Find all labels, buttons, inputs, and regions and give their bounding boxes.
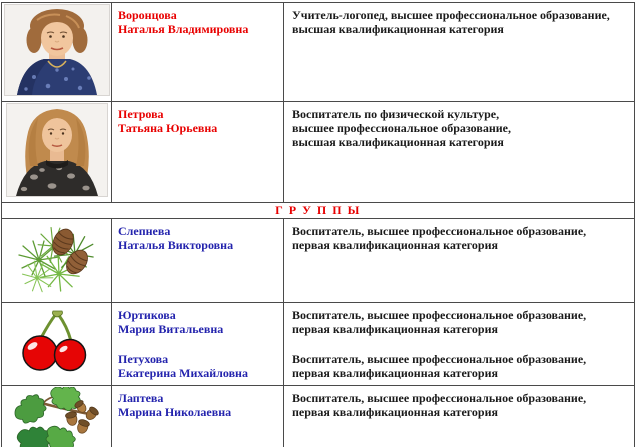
- qualification-cell: [284, 102, 635, 203]
- acorns-icon: [9, 387, 105, 447]
- group-icon-cell: [2, 386, 112, 447]
- photo-cell: [2, 3, 112, 102]
- qualification-cell: [284, 386, 635, 447]
- table-row: [2, 102, 635, 203]
- groups-header: Г Р У П П Ы: [2, 203, 635, 219]
- qualification-line: Воспитатель, высшее профессиональное образование,: [292, 224, 587, 238]
- teacher-given-name: Марина Николаевна: [118, 405, 232, 419]
- teacher-surname: Слепнева: [118, 224, 171, 238]
- table-row: [2, 303, 635, 386]
- table-row: [2, 3, 635, 102]
- staff-table: [1, 2, 635, 447]
- teacher-name-cell: [112, 3, 284, 102]
- qualification-cell: [284, 3, 635, 102]
- qualification-line: Учитель-логопед, высшее профессиональное образование,: [292, 8, 610, 22]
- woman-portrait-photo: [4, 4, 110, 96]
- qualification-line: первая квалификационная категория: [292, 366, 499, 380]
- teacher-name-cell: [112, 386, 284, 447]
- woman-portrait-photo: [6, 103, 108, 197]
- teacher-name-cell: [112, 219, 284, 303]
- teacher-surname: Воронцова: [118, 8, 177, 22]
- teacher-given-name: Татьяна Юрьевна: [118, 121, 218, 135]
- qualification-line: первая квалификационная категория: [292, 238, 499, 252]
- qualification-line: Воспитатель, высшее профессиональное образование,: [292, 308, 587, 322]
- teacher-surname: Петрова: [118, 107, 164, 121]
- photo-cell: [2, 102, 112, 203]
- table-row: [2, 219, 635, 303]
- teacher-surname: Юртикова: [118, 308, 176, 322]
- qualification-block: [292, 352, 626, 380]
- teacher-given-name: Наталья Владимировна: [118, 22, 249, 36]
- qualification-cell: [284, 303, 635, 386]
- teacher-surname: Лаптева: [118, 391, 164, 405]
- group-icon-cell: [2, 303, 112, 386]
- qualification-block: [292, 308, 626, 336]
- pine-cones-icon: [7, 220, 107, 296]
- groups-header-row: [2, 203, 635, 219]
- teacher-name-block: [118, 352, 277, 380]
- teacher-given-name: Екатерина Михайловна: [118, 366, 248, 380]
- qualification-line: Воспитатель по физической культуре,: [292, 107, 500, 121]
- teacher-name-cell: [112, 303, 284, 386]
- group-icon-cell: [2, 219, 112, 303]
- teacher-surname: Петухова: [118, 352, 169, 366]
- qualification-line: высшее профессиональное образование,: [292, 121, 511, 135]
- qualification-line: высшая квалификационная категория: [292, 22, 504, 36]
- qualification-line: первая квалификационная категория: [292, 322, 499, 336]
- teacher-given-name: Наталья Викторовна: [118, 238, 234, 252]
- qualification-line: высшая квалификационная категория: [292, 135, 504, 149]
- teacher-name-cell: [112, 102, 284, 203]
- qualification-line: Воспитатель, высшее профессиональное образование,: [292, 352, 587, 366]
- qualification-line: Воспитатель, высшее профессиональное образование,: [292, 391, 587, 405]
- teacher-given-name: Мария Витальевна: [118, 322, 224, 336]
- qualification-cell: [284, 219, 635, 303]
- table-row: [2, 386, 635, 447]
- qualification-line: первая квалификационная категория: [292, 405, 499, 419]
- cherries-icon: [13, 309, 101, 375]
- teacher-name-block: [118, 308, 277, 336]
